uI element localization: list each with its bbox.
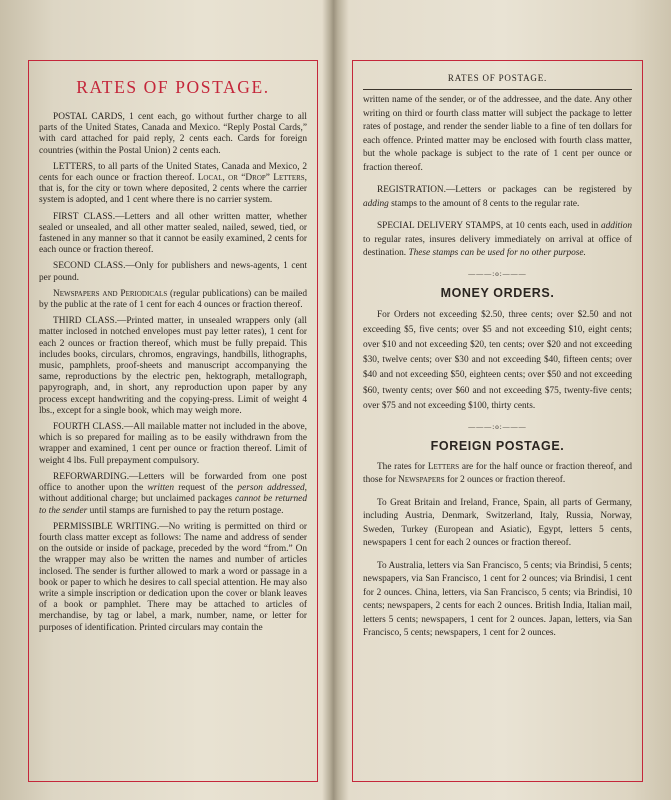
special-delivery-paragraph — [363, 220, 632, 261]
letters-local-term: Local, or “Drop” Letters, — [197, 173, 308, 184]
newspapers-text: (regular publications) can be mailed by the public at the rate of 1 cent for each 4 ounces or fraction thereof. — [39, 288, 307, 311]
registration-text-a: REGISTRATION.—Letters or packages can be registered by — [377, 185, 632, 195]
money-orders-heading: MONEY ORDERS. — [440, 285, 555, 300]
foreign-britain-paragraph: To Great Britain and Ireland, France, Spain, all parts of Germany, including Austria, Denmark, Switzerland, Italy, Russia, Norway, Sweden, Turkey (European and Asiatic), Egypt, letters 5 cents, newspapers 1 cent for each 2 ounces or fraction thereof. — [363, 497, 632, 549]
continued-paragraph: written name of the sender, or of the addressee, and the date. Any other writing on third or fourth class matter will subject the package to letter rates of postage, and render the sender liable to a fine of ten dollars for each offence. Printed matter may be enclosed with fourth class matter, but the whole package is subject to the rate of 1 cent per ounce or fraction thereof. — [363, 95, 632, 173]
section-separator: ———:o:——— — [468, 269, 527, 278]
money-orders-paragraph: For Orders not exceeding $2.50, three cents; over $2.50 and not exceeding $5, five cents; over $5 and not exceeding $10, eight cents; over $10 and not exceeding $20, ten cents; over $20 and not exceeding $30, twelve cents; over $30 and not exceeding $40, fifteen cents; over $40 and not exceeding $50, eighteen cents; over $50 and not exceeding $60, twenty cents; over $60 and not exceeding $75, twenty-five cents; over $75 and not exceeding $100, thirty cents. — [363, 309, 632, 411]
registration-emphasis: adding — [363, 198, 389, 209]
foreign-intro-paragraph — [363, 461, 632, 488]
registration-text-b: stamps to the amount of 8 cents to the regular rate. — [388, 198, 580, 209]
special-emphasis-note: These stamps can be used for no other purpose. — [408, 248, 586, 258]
reforwarding-emphasis-person: person addressed, — [237, 483, 308, 494]
reforwarding-text-b: request of the — [174, 483, 238, 494]
foreign-australia-paragraph: To Australia, letters via San Francisco, 5 cents; via Brindisi, 5 cents; newspapers, via San Francisco, 1 cent for 2 ounces; via Brindisi, 1 cent for 2 ounces. China, letters, via San Francisco, 5 cents; via Brindisi, 10 cents; newspapers, 2 cents for each 2 ounces. British India, Italian mail, letters 5 cents; newspapers, 1 cent for 2 ounces. Japan, letters, via San Francisco, 5 cents; newspapers, 1 cent for 2 ounces. — [363, 560, 632, 639]
foreign-text-a1: The rates for — [377, 461, 428, 472]
newspapers-paragraph — [39, 289, 307, 311]
reforwarding-emphasis-cannot: cannot be returned to the sender — [39, 494, 307, 516]
letters-text-a: LETTERS, to all parts of the United States, Canada and Mexico, 2 cents for each ounce or fraction thereof. — [39, 161, 307, 184]
newspapers-term: Newspapers and Periodicals — [53, 288, 168, 299]
letters-paragraph — [39, 162, 307, 207]
postal-cards-paragraph: POSTAL CARDS, 1 cent each, go without further charge to all parts of the United States, Canada and Mexico. “Reply Postal Cards,” with card attached for paid reply, 2 cents each. Cards for foreign countries (within the Postal Union) 2 cents each. — [39, 112, 307, 156]
foreign-postage-heading: FOREIGN POSTAGE. — [430, 438, 565, 453]
left-page — [0, 44, 328, 788]
permissible-writing-paragraph: PERMISSIBLE WRITING.—No writing is permitted on third or fourth class matter except as follows: The name and address of sender on the outside or inside of package, preceded by the word “from.” On the wrapper may also be written the names and number of articles inclosed. The sender is further allowed to mark a word or passage in a book or paper to which he desires to call special attention. He may also write a simple inscription or dedication upon the cover or blank leaves of a book or pamphlet. There may be attached to articles of merchandise, by tag or label, a mark, number, name, or letter for purposes of identification. Printed circulars may contain the — [39, 521, 307, 633]
registration-paragraph — [363, 184, 632, 211]
right-page — [342, 44, 671, 788]
third-class-paragraph: THIRD CLASS.—Printed matter, in unsealed wrappers only (all matter inclosed in notched envelopes must pay letter rates), 1 cent for each 2 ounces or fraction thereof, which must be fully prepaid. This includes books, circulars, chromos, engravings, handbills, lithographs, music, pamphlets, proof-sheets and manuscript accompanying the same, reproductions by the electric pen, hektograph, metallograph, papyrograph, and, in short, any reproduction upon paper by any process except handwriting and the copying-press. Limit of weight 4 lbs., except for a single book, which may weigh more. — [39, 316, 307, 416]
reforwarding-text-a: REFORWARDING.—Letters will be forwarded from one post office to another upon the — [39, 471, 307, 494]
special-text-b: to regular rates, insures delivery immediately on arrival at office of destination. — [363, 234, 632, 258]
page-title: RATES OF POSTAGE. — [76, 77, 270, 97]
running-header: RATES OF POSTAGE. — [363, 67, 632, 90]
foreign-text-a2: are for the half ounce or fraction thereof, and those for — [363, 461, 632, 486]
reforwarding-text-c: without additional charge; but unclaimed packages — [39, 494, 236, 505]
foreign-text-a3: for 2 ounces or fraction thereof. — [444, 475, 566, 486]
special-emphasis-addition: addition — [601, 221, 632, 231]
reforwarding-paragraph — [39, 472, 307, 517]
second-class-paragraph: SECOND CLASS.—Only for publishers and news-agents, 1 cent per pound. — [39, 261, 307, 283]
left-page-frame — [28, 60, 318, 782]
foreign-letters-term: Letters — [427, 461, 460, 472]
letters-text-b: that is, for the city or town where deposited, 2 cents where the carrier system is adopted, and 1 cent where there is no carrier system. — [39, 184, 307, 206]
reforwarding-text-d: until stamps are furnished to pay the return postage. — [87, 505, 284, 516]
section-separator-2: ———:o:——— — [468, 422, 527, 431]
right-page-frame — [352, 60, 643, 782]
fourth-class-paragraph: FOURTH CLASS.—All mailable matter not included in the above, which is so prepared for mailing as to be easily withdrawn from the wrapper and examined, 1 cent per ounce or fraction thereof. Limit of weight 4 lbs. Full prepayment compulsory. — [39, 422, 307, 466]
foreign-newspapers-term: Newspapers — [398, 475, 445, 486]
reforwarding-emphasis-written: written — [147, 483, 174, 494]
first-class-paragraph: FIRST CLASS.—Letters and all other written matter, whether sealed or unsealed, and all other matter sealed, nailed, sewed, tied, or fastened in any manner so that it cannot be easily examined, 2 cents for each ounce or fraction thereof. — [39, 211, 307, 256]
special-text-a: SPECIAL DELIVERY STAMPS, at 10 cents each, used in — [377, 221, 601, 231]
